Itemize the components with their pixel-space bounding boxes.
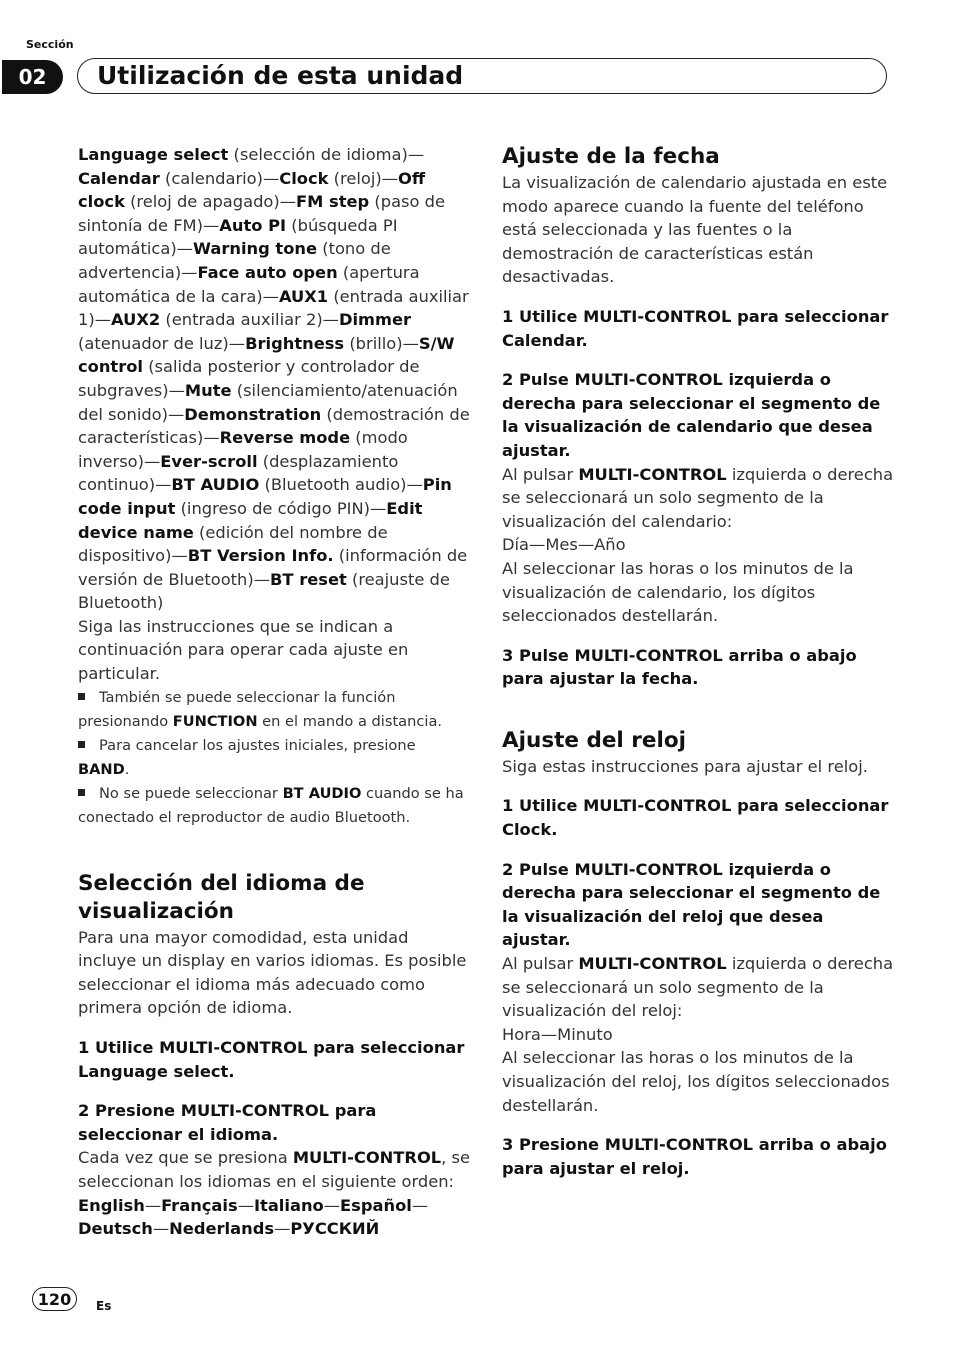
- bold-term: Off clock: [78, 168, 426, 212]
- note-item: También se puede seleccionar la función presionando FUNCTION en el mando a distancia.: [78, 688, 443, 730]
- bold-term: Warning tone: [192, 239, 318, 259]
- bullet-square-icon: [78, 789, 85, 796]
- bold-term: Language select: [78, 145, 229, 164]
- clock-blink-note: Al seleccionar las horas o los minutos de la visualización del reloj, los dígitos seleccionados destellarán.: [502, 1048, 890, 1115]
- date-blink-note: Al seleccionar las horas o los minutos de la visualización de calendario, los dígitos seleccionados destellarán.: [502, 558, 854, 626]
- bold-term: Français: [161, 1195, 238, 1215]
- right-column: [502, 143, 894, 1180]
- bold-term: BT AUDIO: [171, 475, 260, 495]
- clock-intro: Siga estas instrucciones para ajustar el reloj.: [502, 756, 868, 776]
- bold-term: Calendar: [78, 168, 160, 188]
- language-intro: Para una mayor comodidad, esta unidad incluye un display en varios idiomas. Es posible seleccionar el idioma más adecuado como primera opción de idioma.: [78, 927, 467, 1018]
- bold-term: AUX1: [278, 286, 329, 306]
- bold-term: Dimmer: [338, 310, 412, 330]
- clock-step-1: 1 Utilice MULTI-CONTROL para seleccionar Clock.: [502, 796, 889, 840]
- section-number-badge: 02: [2, 60, 63, 94]
- note-list: [78, 686, 470, 830]
- language-step-2-body: Cada vez que se presiona MULTI-CONTROL, se seleccionan los idiomas en el siguiente orden:: [78, 1148, 471, 1191]
- bold-term: Italiano: [253, 1195, 324, 1215]
- clock-step-3: 3 Presione MULTI-CONTROL arriba o abajo para ajustar el reloj.: [502, 1135, 887, 1178]
- clock-section-heading: Ajuste del reloj: [502, 727, 686, 753]
- bold-term: Ever-scroll: [160, 451, 258, 471]
- bold-term: MULTI-CONTROL: [578, 954, 727, 974]
- clock-step-2: 2 Pulse MULTI-CONTROL izquierda o derecha para seleccionar el segmento de la visualización del reloj que desea ajustar.: [502, 859, 881, 950]
- date-intro: La visualización de calendario ajustada en este modo aparece cuando la fuente del teléfono está seleccionada y las fuentes o la demostración de características están desactivadas.: [502, 173, 888, 287]
- left-column: [78, 143, 470, 1241]
- bold-term: AUX2: [111, 310, 161, 330]
- language-order: English—Français—Italiano—Español—Deutsch—Nederlands—РУССКИЙ: [78, 1195, 429, 1239]
- language-step-1: 1 Utilice MULTI-CONTROL para seleccionar Language select.: [78, 1038, 465, 1081]
- page-number: 120: [32, 1287, 77, 1311]
- bullet-square-icon: [78, 741, 85, 748]
- note-item: No se puede seleccionar BT AUDIO cuando se ha conectado el reproductor de audio Bluetooth.: [78, 784, 464, 826]
- bold-term: FM step: [296, 192, 370, 212]
- date-order: Día—Mes—Año: [502, 535, 626, 555]
- bold-term: Face auto open: [197, 262, 338, 282]
- bold-term: BT reset: [270, 569, 347, 589]
- bold-term: Brightness: [245, 333, 345, 353]
- bold-term: Edit device name: [78, 498, 423, 542]
- language-section-heading: Selección del idioma de visualización: [78, 870, 365, 924]
- bold-term: РУССКИЙ: [290, 1219, 380, 1239]
- section-label: Sección: [26, 38, 74, 51]
- bold-term: Clock: [279, 168, 329, 188]
- bold-term: Español: [340, 1195, 412, 1215]
- settings-sequence: Language select (selección de idioma)—Calendar (calendario)—Clock (reloj)—Off clock (reloj de apagado)—FM step (paso de sintonía de FM)—Auto PI (búsqueda PI automática)—Warning tone (tono de advertencia)—Face auto open (apertura automática de la cara)—AUX1 (entrada auxiliar 1)—AUX2 (entrada auxiliar 2)—Dimmer (atenuador de luz)—Brightness (brillo)—S/W control (salida posterior y controlador de subgraves)—Mute (silenciamiento/atenuación del sonido)—Demonstration (demostración de características)—Reverse mode (modo inverso)—Ever-scroll (desplazamiento continuo)—BT AUDIO (Bluetooth audio)—Pin code input (ingreso de código PIN)—Edit device name (edición del nombre de dispositivo)—BT Version Info. (información de versión de Bluetooth)—BT reset (reajuste de Bluetooth): [78, 145, 470, 613]
- bold-term: BAND: [78, 760, 125, 778]
- bold-term: Demonstration: [184, 404, 322, 424]
- bold-term: MULTI-CONTROL: [292, 1148, 442, 1168]
- bold-term: BT Version Info.: [187, 546, 334, 566]
- bold-term: Reverse mode: [219, 428, 351, 448]
- language-step-2: 2 Presione MULTI-CONTROL para seleccionar el idioma.: [78, 1101, 377, 1144]
- bold-term: Nederlands: [169, 1219, 275, 1239]
- bold-term: MULTI-CONTROL: [578, 464, 727, 484]
- date-step-2-body: Al pulsar MULTI-CONTROL izquierda o derecha se seleccionará un solo segmento de la visualización del calendario:: [502, 464, 894, 531]
- bold-term: S/W control: [78, 333, 455, 377]
- date-step-2: 2 Pulse MULTI-CONTROL izquierda o derecha para seleccionar el segmento de la visualización de calendario que desea ajustar.: [502, 370, 881, 460]
- bold-term: Pin code input: [78, 475, 452, 518]
- note-item: Para cancelar los ajustes iniciales, presione BAND.: [78, 736, 416, 778]
- date-step-3: 3 Pulse MULTI-CONTROL arriba o abajo para ajustar la fecha.: [502, 645, 857, 689]
- bold-term: Auto PI: [219, 215, 287, 235]
- date-section-heading: Ajuste de la fecha: [502, 144, 720, 169]
- clock-order: Hora—Minuto: [502, 1024, 613, 1044]
- bullet-square-icon: [78, 693, 85, 700]
- bold-term: Mute: [184, 380, 232, 400]
- bold-term: FUNCTION: [172, 712, 258, 730]
- language-code: Es: [96, 1299, 112, 1313]
- bold-term: Deutsch: [78, 1219, 153, 1239]
- clock-step-2-body: Al pulsar MULTI-CONTROL izquierda o derecha se seleccionará un solo segmento de la visualización del reloj:: [502, 954, 894, 1021]
- date-step-1: 1 Utilice MULTI-CONTROL para seleccionar Calendar.: [502, 306, 889, 350]
- intro-instructions: Siga las instrucciones que se indican a continuación para operar cada ajuste en particular.: [78, 616, 409, 684]
- page-title: Utilización de esta unidad: [97, 61, 464, 90]
- bold-term: English: [78, 1195, 145, 1215]
- bold-term: BT AUDIO: [282, 784, 362, 802]
